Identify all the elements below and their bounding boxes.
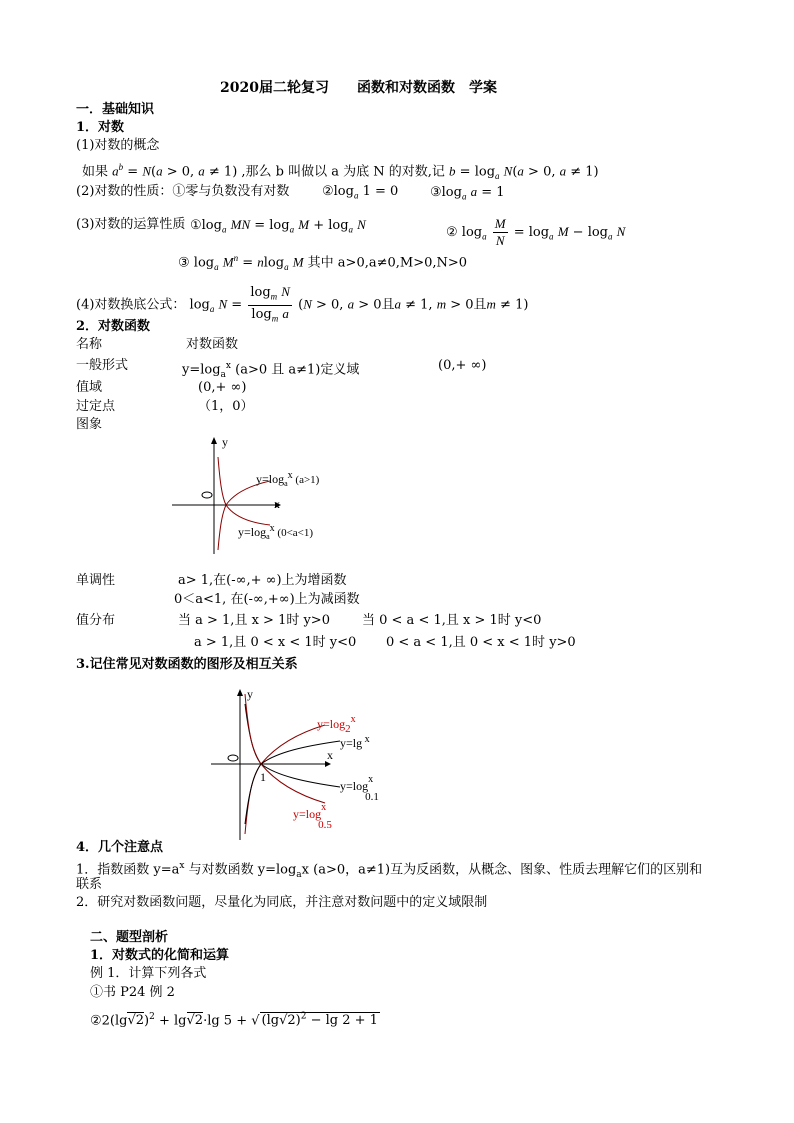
page-title: 2020届二轮复习 函数和对数函数 学案	[220, 80, 497, 96]
label-log0.1: $y=\log^x$ 0.1	[340, 774, 379, 803]
subheading-common-graphs: 3.记住常见对数函数的图形及相互关系	[76, 657, 298, 672]
operation-quotient: ② $\log_a$ $\frac{M}{N}$ = $\log_a M - \log_a N$	[446, 216, 626, 248]
curve-a-between-0-1	[218, 457, 270, 525]
subheading-simplification: 1．对数式的化简和运算	[90, 948, 230, 963]
curve2-label: $y=\log_a^x$ (0<a<1)	[238, 523, 314, 541]
graph2-y-label: y	[247, 687, 253, 701]
operation-label: (3)对数的运算性质	[76, 217, 186, 232]
subheading-notes: 4．几个注意点	[76, 840, 164, 855]
table-name-value: 对数函数	[186, 337, 239, 352]
definition-line: 如果 $a^b = N(a > 0$, a ≠ 1) ,那么 b 叫做以 a 为底 N 的对数,记 $b = \log_a N(a > 0$, a ≠ 1)	[82, 162, 599, 181]
curve-log0.5	[245, 694, 325, 803]
dist-label: 值分布	[76, 613, 116, 628]
mono-line-1: a> 1,在(-∞,+ ∞)上为增函数	[178, 573, 347, 588]
note-2: 2．研究对数函数问题，尽量化为同底，并注意对数问题中的定义域限制	[76, 895, 488, 910]
section-heading-basics: 一．基础知识	[76, 102, 155, 117]
graph1-origin	[202, 492, 212, 498]
dist-line-4: 0 < a < 1,且 0 < x < 1时 y>0	[386, 635, 576, 650]
graph2-one-label: 1	[260, 770, 266, 784]
table-point-label: 过定点	[76, 399, 116, 414]
item-concept-label: (1)对数的概念	[76, 138, 160, 153]
graph1-y-arrow	[211, 437, 217, 444]
log-function-graph	[170, 432, 390, 557]
label-lg: y=lg $^x$	[340, 734, 370, 750]
label-log2: $y=\log 2^x$	[317, 714, 356, 735]
property-loga: $③\log_a$ a = 1	[430, 184, 505, 202]
graph1-x-label: x	[274, 497, 280, 511]
graph2-x-label: x	[327, 748, 333, 762]
graph2-origin	[228, 755, 238, 761]
operation-product: $①\log_a$ MN = $\log_a M + \log_a N$	[190, 217, 366, 235]
mono-label: 单调性	[76, 573, 116, 588]
subheading-logarithm: 1．对数	[76, 120, 125, 135]
curve1-label: $y=\log_a^x$ (a>1)	[256, 470, 320, 488]
note-1-line-1: 1．指数函数 $y=a^x$ 与对数函数 $y=\log_ax$ (a>0，a≠1)互为反函数，从概念、图象、性质去理解它们的区别和	[76, 861, 703, 880]
subheading-log-function: 2．对数函数	[76, 319, 151, 334]
properties-label: (2)对数的性质：①零与负数没有对数	[76, 184, 290, 199]
table-domain-value: (0,+ ∞)	[438, 358, 487, 373]
table-name-label: 名称	[76, 337, 103, 352]
note-1-line-2: 联系	[76, 877, 103, 892]
dist-line-2: 当 0 < a < 1,且 x > 1时 y<0	[362, 613, 542, 628]
graph1-y-label: y	[222, 435, 228, 449]
section-heading-problems: 二、题型剖析	[90, 930, 169, 945]
operation-power: ③ $\log_a M^n = nlog_a$ M 其中 a>0,a≠0,M>0,N>0	[178, 253, 468, 272]
label-log0.5: $y=\log^x$ 0.5	[293, 802, 332, 831]
change-of-base: (4)对数换底公式： $\log_a N$ = $\frac{\log_m N}{\log_m a}$ (N > 0, a > 0且a ≠ 1, m > 0且m ≠ 1)	[76, 284, 529, 324]
property-log1: $②\log_a$ 1 = 0	[322, 184, 399, 201]
table-form-value: $y=\log_a^x$ (a>0 且 a≠1)定义域	[182, 361, 360, 380]
table-form-label: 一般形式	[76, 358, 129, 373]
example-1-part-b: $②2(\lg√2)^2 + \lg√2\cdot\lg$ 5 + √ $(\lg√2)^2 - \lg 2 + 1$	[90, 1012, 378, 1029]
example-1-title: 例 1．计算下列各式	[90, 966, 207, 981]
table-range-value: (0,+ ∞)	[198, 380, 247, 395]
graph2-y-arrow	[237, 689, 243, 696]
table-graph-label: 图象	[76, 417, 103, 432]
dist-line-3: a > 1,且 0 < x < 1时 y<0	[194, 635, 357, 650]
common-log-graphs	[205, 684, 405, 844]
dist-line-1: 当 a > 1,且 x > 1时 y>0	[178, 613, 330, 628]
example-1-part-a: ①书 P24 例 2	[90, 985, 175, 1000]
table-range-label: 值域	[76, 380, 103, 395]
curve-a-greater-than-1	[218, 481, 270, 550]
table-point-value: （1，0）	[198, 399, 254, 414]
mono-line-2: 0＜a<1, 在(-∞,+∞)上为减函数	[174, 592, 360, 607]
